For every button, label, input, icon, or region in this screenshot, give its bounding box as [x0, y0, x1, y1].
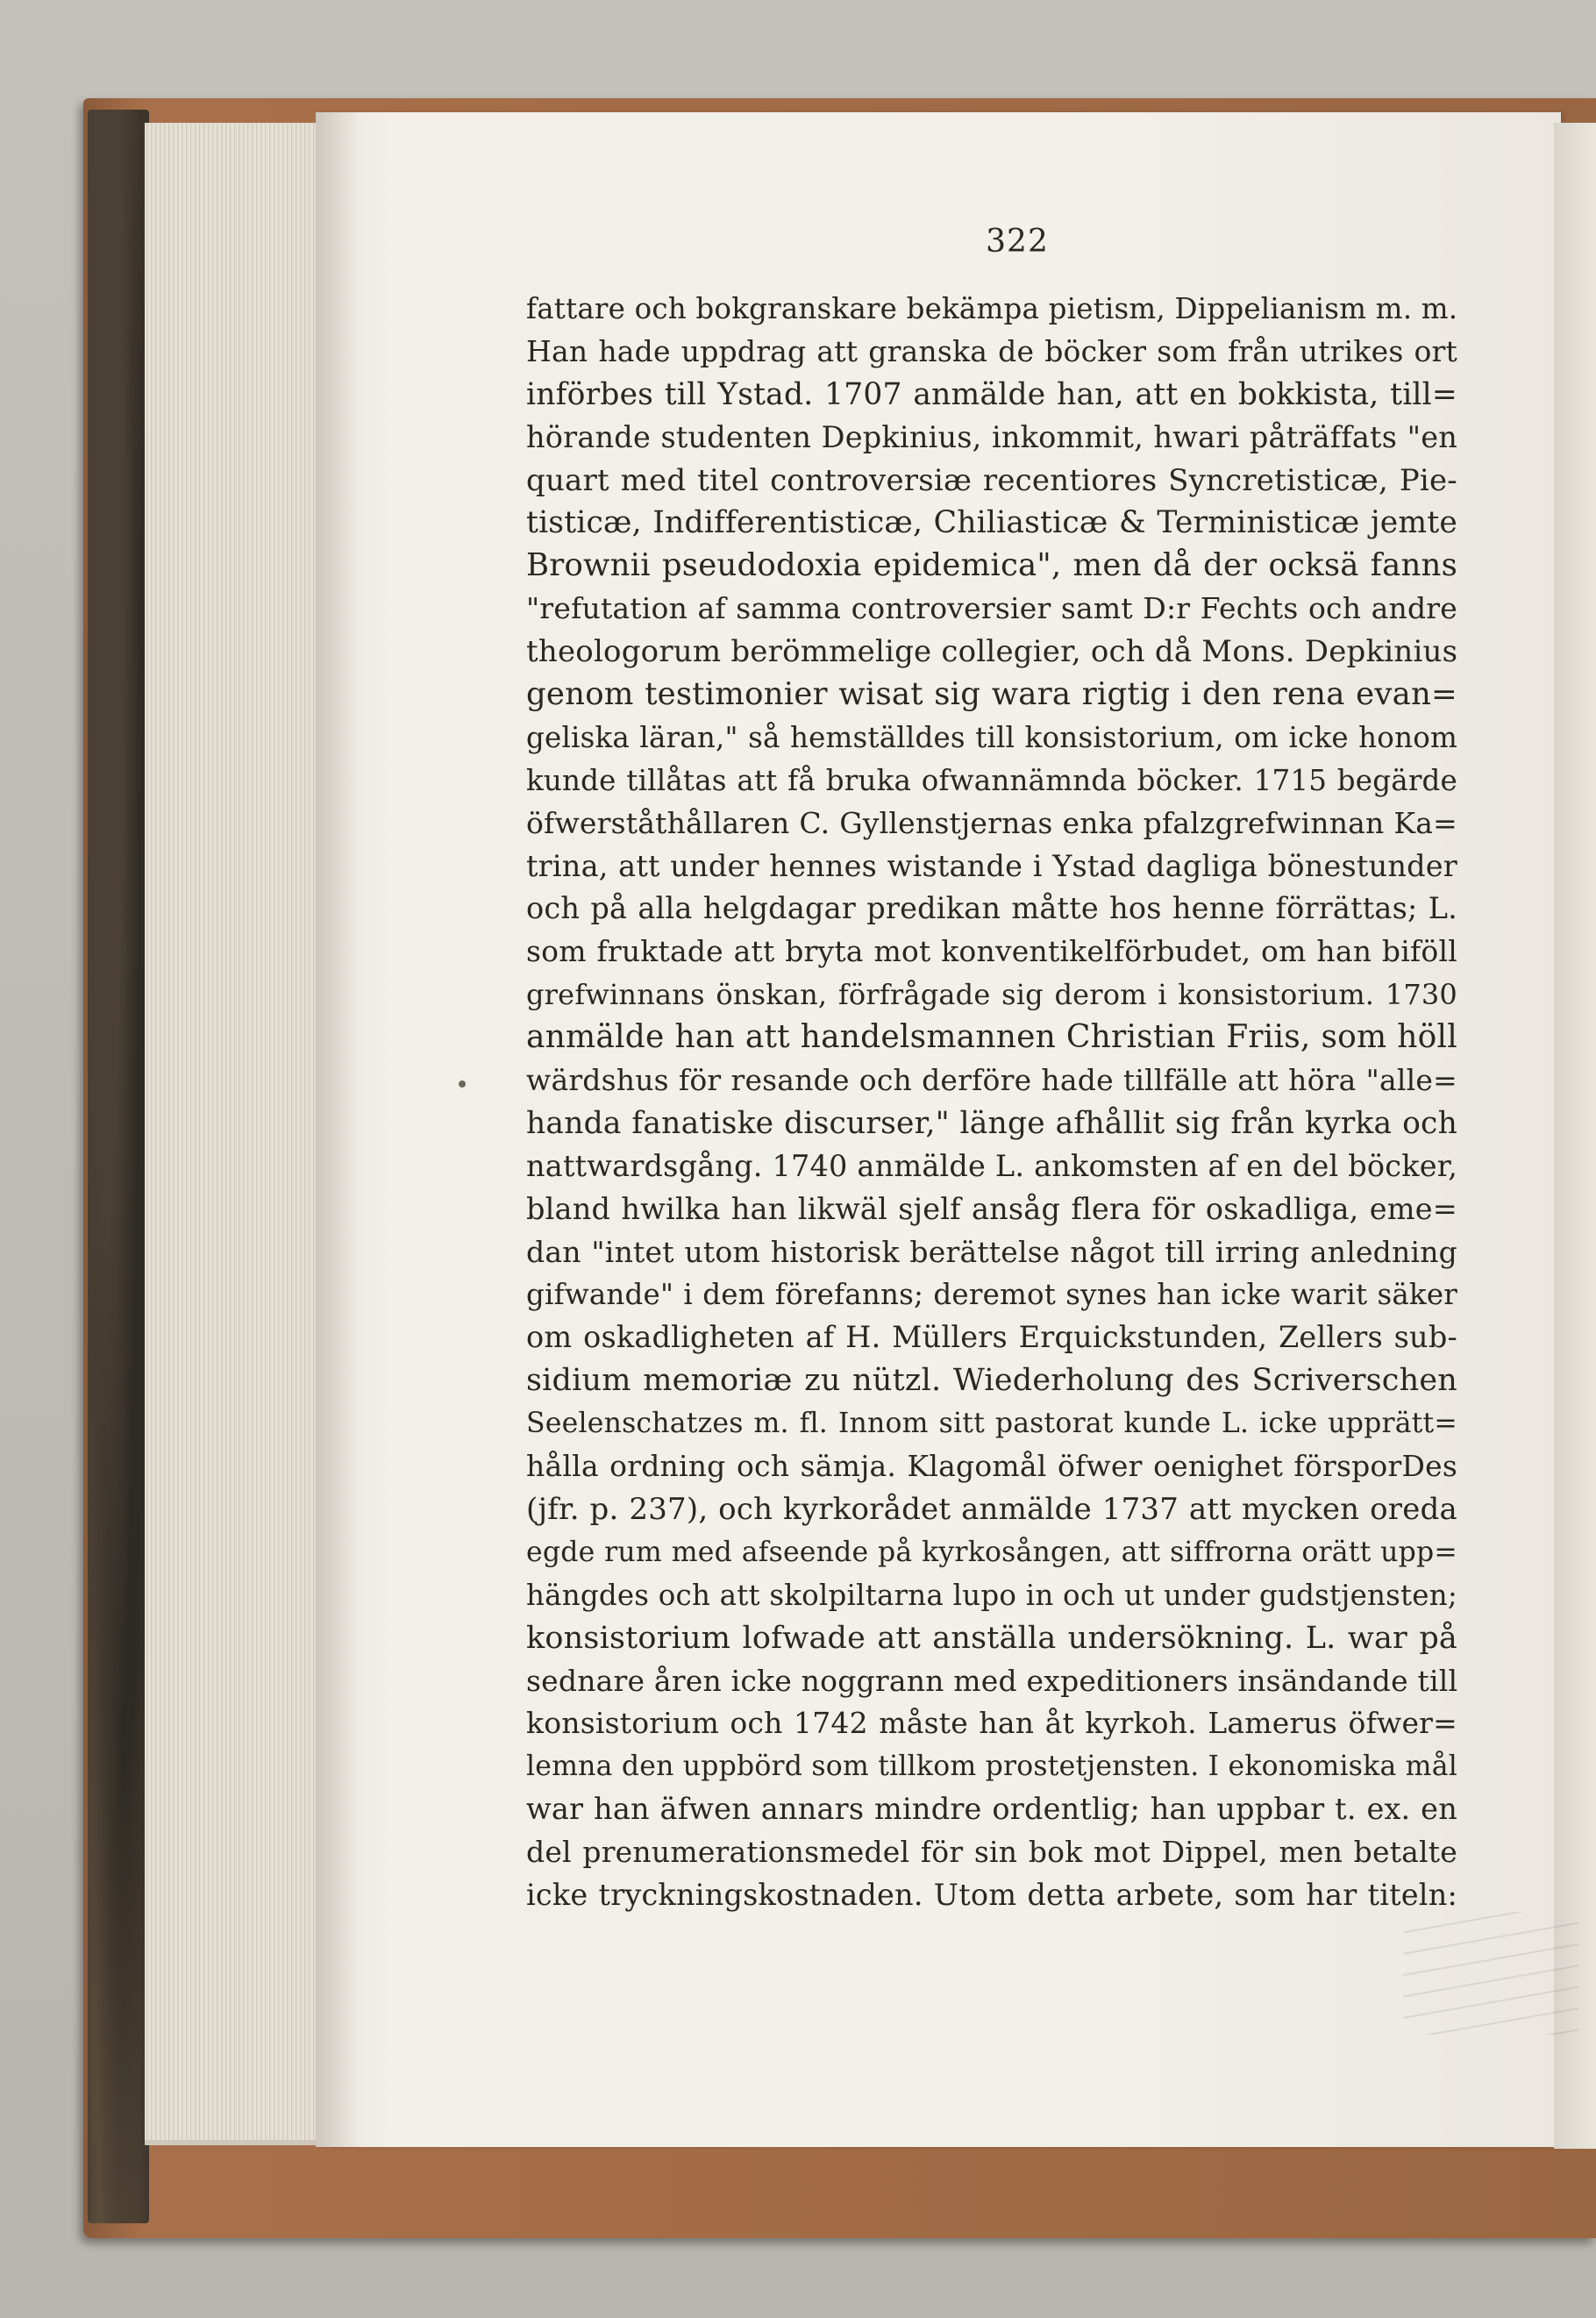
text-line: hörande studenten Depkinius, inkommit, hwari påträffats "en [526, 419, 1457, 454]
text-line: konsistorium och 1742 måste han åt kyrkoh. Lamerus öfwer= [526, 1706, 1457, 1741]
text-line: som fruktade att bryta mot konventikelförbudet, om han biföll [526, 934, 1457, 969]
text-line: bland hwilka han likwäl sjelf ansåg flera för oskadliga, eme= [526, 1191, 1457, 1226]
text-line: wärdshus för resande och derföre hade tillfälle att höra "alle= [526, 1063, 1457, 1098]
text-line: gifwande" i dem förefanns; deremot synes han icke warit säker [526, 1278, 1457, 1312]
text-line: egde rum med afseende på kyrkosången, att siffrorna orätt upp= [526, 1536, 1457, 1568]
text-line: öfwerståthållaren C. Gyllenstjernas enka pfalzgrefwinnan Ka= [526, 805, 1457, 840]
text-line: sednare åren icke noggrann med expeditioners insändande till [526, 1663, 1457, 1698]
text-line: quart med titel controversiæ recentiores Syncretisticæ, Pie- [526, 462, 1457, 498]
margin-mark [459, 1081, 466, 1088]
text-line: geliska läran," så hemställdes till konsistorium, om icke honom [526, 720, 1457, 754]
text-line: införbes till Ystad. 1707 anmälde han, att en bokkista, till= [526, 376, 1457, 412]
text-line: (jfr. p. 237), och kyrkorådet anmälde 1737 att mycken oreda [526, 1491, 1457, 1527]
text-line: hålla ordning och sämja. Klagomål öfwer oenighet försporDes [526, 1449, 1457, 1484]
text-line: trina, att under hennes wistande i Ystad dagliga bönestunder [526, 848, 1457, 883]
text-line: lemna den uppbörd som tillkom prostetjensten. I ekonomiska mål [526, 1751, 1457, 1783]
text-line: hängdes och att skolpiltarna lupo in och ut under gudstjensten; [526, 1578, 1457, 1612]
text-line: handa fanatiske discurser," länge afhållit sig från kyrka och [526, 1105, 1457, 1141]
text-line: kunde tillåtas att få bruka ofwannämnda böcker. 1715 begärde [526, 763, 1457, 797]
text-line: "refutation af samma controversier samt D:r Fechts och andre [526, 591, 1457, 626]
page-stack-edge [145, 123, 329, 2145]
text-line: genom testimonier wisat sig wara rigtig i den rena evan= [526, 676, 1457, 713]
text-line: del prenumerationsmedel för sin bok mot Dippel, men betalte [526, 1835, 1457, 1870]
text-line: om oskadligheten af H. Müllers Erquickstunden, Zellers sub- [526, 1320, 1457, 1355]
text-line: Brownii pseudodoxia epidemica", men då der ocksä fanns [526, 547, 1457, 584]
text-line: nattwardsgång. 1740 anmälde L. ankomsten af en del böcker, [526, 1148, 1457, 1183]
page-number: 322 [986, 224, 1049, 260]
text-line: anmälde han att handelsmannen Christian Friis, som höll [526, 1019, 1457, 1056]
text-line: Seelenschatzes m. fl. Innom sitt pastorat kunde L. icke upprätt= [526, 1408, 1457, 1440]
text-line: war han äfwen annars mindre ordentlig; han uppbar t. ex. en [526, 1792, 1457, 1827]
text-block [526, 288, 1457, 1917]
text-line: konsistorium lofwade att anställa undersökning. L. war på [526, 1620, 1457, 1656]
text-line: grefwinnans önskan, förfrågade sig derom i konsistorium. 1730 [526, 978, 1457, 1012]
gutter-shadow [316, 112, 360, 2147]
text-line: icke tryckningskostnaden. Utom detta arbete, som har titeln: [526, 1877, 1457, 1912]
text-line: Han hade uppdrag att granska de böcker som från utrikes ort [526, 333, 1457, 368]
show-through-marks [1403, 1912, 1578, 2035]
text-line: fattare och bokgranskare bekämpa pietism, Dippelianism m. m. [526, 292, 1457, 325]
marbled-edge [88, 110, 149, 2223]
text-line: dan "intet utom historisk berättelse något till irring anledning [526, 1234, 1457, 1269]
text-line: sidium memoriæ zu nützl. Wiederholung des Scriverschen [526, 1363, 1457, 1399]
facing-page-edge [1554, 123, 1596, 2149]
text-line: theologorum berömmelige collegier, och då Mons. Depkinius [526, 634, 1457, 670]
text-line: och på alla helgdagar predikan måtte hos henne förrättas; L. [526, 891, 1457, 926]
text-line: tisticæ, Indifferentisticæ, Chiliasticæ & Terministicæ jemte [526, 505, 1457, 541]
